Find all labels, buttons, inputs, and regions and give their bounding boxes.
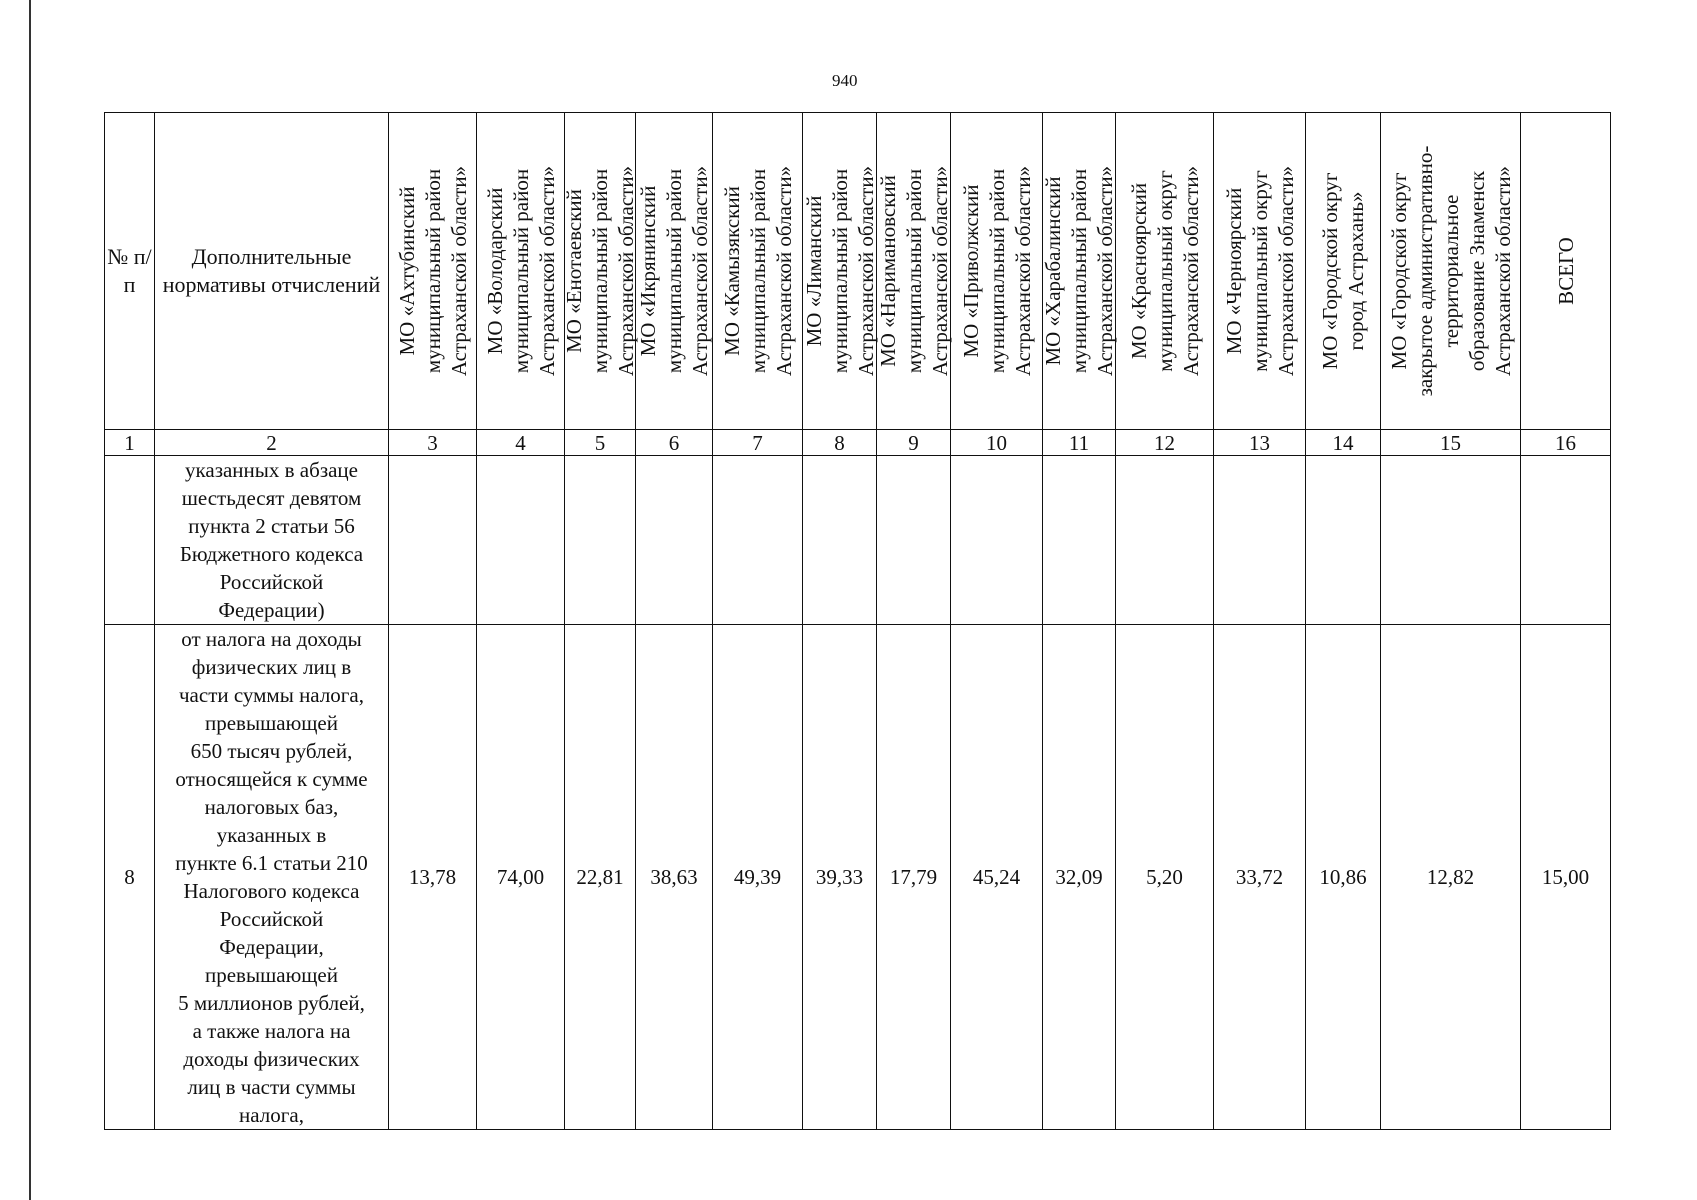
empty-cell — [1214, 456, 1306, 625]
value-kharabalinsky: 32,09 — [1043, 625, 1116, 1130]
empty-cell — [713, 456, 803, 625]
page-number: 940 — [832, 71, 858, 90]
col-number: 1 — [105, 430, 155, 456]
header-znamensk: МО «Городской округ закрытое административно- территориальное образование Знаменск Астраханской области» — [1381, 113, 1521, 430]
allocation-table — [104, 112, 1611, 1130]
value-akhtubinsky: 13,78 — [389, 625, 477, 1130]
empty-cell — [951, 456, 1043, 625]
col-number: 3 — [389, 430, 477, 456]
continuation-row — [105, 456, 1611, 625]
continuation-text: указанных в абзаце шестьдесят девятом пункта 2 статьи 56 Бюджетного кодекса Российской Федерации) — [155, 456, 389, 625]
header-number: № п/п — [105, 113, 155, 430]
empty-cell — [105, 456, 155, 625]
empty-cell — [877, 456, 951, 625]
col-number: 2 — [155, 430, 389, 456]
col-number: 4 — [477, 430, 565, 456]
header-kamyzyaksky: МО «Камызякский муниципальный район Астраханской области» — [713, 113, 803, 430]
header-total: ВСЕГО — [1521, 113, 1611, 430]
header-volodarsky: МО «Володарский муниципальный район Астраханской области» — [477, 113, 565, 430]
value-privolzhsky: 45,24 — [951, 625, 1043, 1130]
value-krasnoyarsky: 5,20 — [1116, 625, 1214, 1130]
left-margin-line — [29, 0, 31, 1200]
header-row — [105, 113, 1611, 430]
header-astrakhan: МО «Городской округ город Астрахань» — [1306, 113, 1381, 430]
header-narimanovsky: МО «Наримановский муниципальный район Астраханской области» — [877, 113, 951, 430]
col-number: 8 — [803, 430, 877, 456]
table-row-8 — [105, 625, 1611, 1130]
header-enotaevsky: МО «Енотаевский муниципальный район Астраханской области» — [565, 113, 636, 430]
value-astrakhan: 10,86 — [1306, 625, 1381, 1130]
col-number: 9 — [877, 430, 951, 456]
value-volodarsky: 74,00 — [477, 625, 565, 1130]
empty-cell — [1043, 456, 1116, 625]
empty-cell — [1306, 456, 1381, 625]
row-number: 8 — [105, 625, 155, 1130]
col-number: 12 — [1116, 430, 1214, 456]
empty-cell — [1381, 456, 1521, 625]
value-chernoyarsky: 33,72 — [1214, 625, 1306, 1130]
empty-cell — [1116, 456, 1214, 625]
empty-cell — [636, 456, 713, 625]
header-kharabalinsky: МО «Харабалинский муниципальный район Астраханской области» — [1043, 113, 1116, 430]
col-number: 11 — [1043, 430, 1116, 456]
value-enotaevsky: 22,81 — [565, 625, 636, 1130]
col-number: 10 — [951, 430, 1043, 456]
empty-cell — [565, 456, 636, 625]
value-narimanovsky: 17,79 — [877, 625, 951, 1130]
row-description: от налога на доходы физических лиц в части суммы налога, превышающей 650 тысяч рублей, относящейся к сумме налоговых баз, указанных в пункте 6.1 статьи 210 Налогового кодекса Российской Федерации, превышающей 5 миллионов рублей, а также налога на доходы физических лиц в части суммы налога, — [155, 625, 389, 1130]
value-ikryaninsky: 38,63 — [636, 625, 713, 1130]
header-privolzhsky: МО «Приволжский муниципальный район Астраханской области» — [951, 113, 1043, 430]
col-number: 13 — [1214, 430, 1306, 456]
value-limansky: 39,33 — [803, 625, 877, 1130]
empty-cell — [389, 456, 477, 625]
header-limansky: МО «Лиманский муниципальный район Астраханской области» — [803, 113, 877, 430]
header-krasnoyarsky: МО «Красноярский муниципальный округ Астраханской области» — [1116, 113, 1214, 430]
col-number: 16 — [1521, 430, 1611, 456]
empty-cell — [477, 456, 565, 625]
value-znamensk: 12,82 — [1381, 625, 1521, 1130]
column-number-row — [105, 430, 1611, 456]
value-kamyzyaksky: 49,39 — [713, 625, 803, 1130]
col-number: 7 — [713, 430, 803, 456]
col-number: 6 — [636, 430, 713, 456]
col-number: 14 — [1306, 430, 1381, 456]
header-ikryaninsky: МО «Икрянинский муниципальный район Астраханской области» — [636, 113, 713, 430]
empty-cell — [803, 456, 877, 625]
value-total: 15,00 — [1521, 625, 1611, 1130]
empty-cell — [1521, 456, 1611, 625]
header-chernoyarsky: МО «Черноярский муниципальный округ Астраханской области» — [1214, 113, 1306, 430]
col-number: 15 — [1381, 430, 1521, 456]
header-akhtubinsky: МО «Ахтубинский муниципальный район Астраханской области» — [389, 113, 477, 430]
header-normatives: Дополнительные нормативы отчислений — [155, 113, 389, 430]
col-number: 5 — [565, 430, 636, 456]
